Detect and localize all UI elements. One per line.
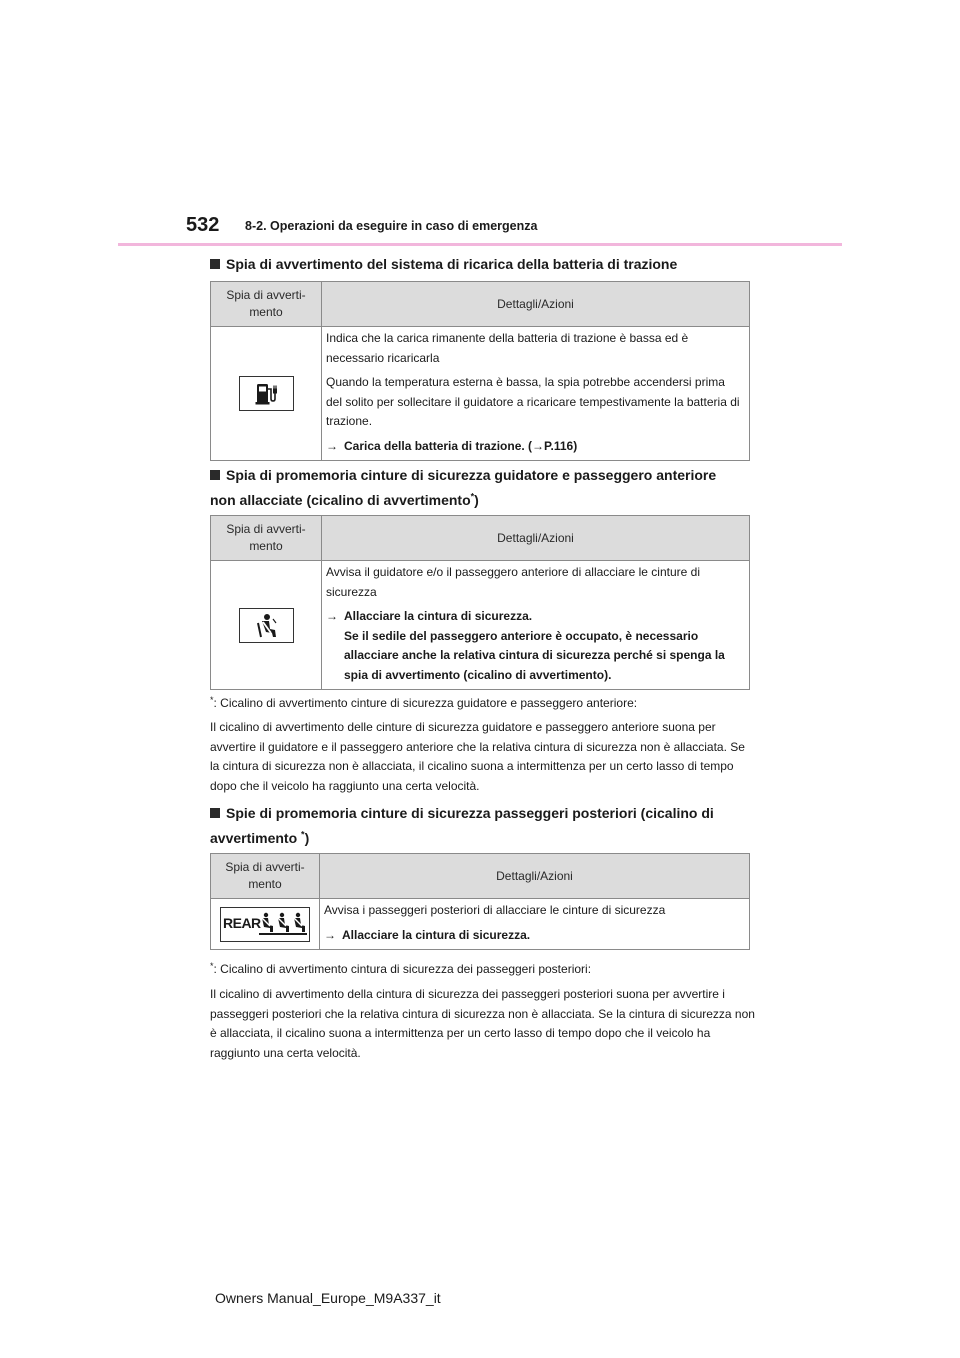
square-bullet-icon <box>210 470 220 480</box>
page-number: 532 <box>186 214 220 236</box>
table-row <box>211 561 750 690</box>
column-header-indicator: Spia di avverti- mento <box>211 516 322 561</box>
fuel-pump-plug-icon <box>239 376 294 411</box>
warning-table-front-seatbelt <box>210 515 750 690</box>
action-text: → Carica della batteria di trazione. (→P.116) <box>326 437 744 457</box>
warning-table-rear-seatbelt <box>210 853 750 950</box>
warning-table-charging <box>210 281 750 461</box>
arrow-right-icon: → <box>326 438 338 453</box>
column-header-details: Dettagli/Azioni <box>320 854 750 899</box>
column-header-indicator: Spia di avverti- mento <box>211 282 322 327</box>
square-bullet-icon <box>210 808 220 818</box>
arrow-right-icon: → <box>324 927 336 942</box>
column-header-details: Dettagli/Azioni <box>322 516 750 561</box>
chapter-heading: 8-2. Operazioni da eseguire in caso di emergenza <box>245 219 538 233</box>
section-title-front-seatbelt: Spia di promemoria cinture di sicurezza guidatore e passeggero anteriore non allacciate (cicalino di avvertimento*) <box>210 467 717 508</box>
arrow-right-icon: → <box>326 609 338 623</box>
action-text: → Allacciare la cintura di sicurezza. Se il sedile del passeggero anteriore è occupato, è necessario allacciare anche la relativa cintura di sicurezza perché si spenga la spia di avvertimento (cicalino di avvertimento). <box>326 609 725 682</box>
details-text: Quando la temperatura esterna è bassa, la spia potrebbe accendersi prima del solito per sollecitare il guidatore a ricaricare tempestivamente la batteria di trazione. <box>326 375 740 428</box>
footnote: *: Cicalino di avvertimento cinture di sicurezza guidatore e passeggero anteriore: <box>210 695 638 710</box>
table-row <box>211 899 750 950</box>
details-text: Avvisa i passeggeri posteriori di allacciare le cinture di sicurezza <box>324 903 666 917</box>
section-title-charging-system: Spia di avvertimento del sistema di ricarica della batteria di trazione <box>210 253 750 275</box>
body-paragraph: Il cicalino di avvertimento delle cinture di sicurezza guidatore e passeggero anteriore suona per avvertire il guidatore e il passeggero anteriore che la relativa cintura di sicurezza non è allacciata. Se la cintura di sicurezza non è allacciata, il cicalino suona a intermittenza per un certo lasso di tempo dopo che il veicolo ha raggiunto una certa velocità. <box>210 720 745 793</box>
table-row <box>211 327 750 461</box>
column-header-indicator: Spia di avverti- mento <box>211 854 320 899</box>
footnote: *: Cicalino di avvertimento cintura di sicurezza dei passeggeri posteriori: <box>210 961 592 976</box>
section-title-rear-seatbelt: Spie di promemoria cinture di sicurezza passeggeri posteriori (cicalino di avvertimento *) <box>210 805 714 846</box>
action-text: → Allacciare la cintura di sicurezza. <box>324 926 744 946</box>
details-text: Indica che la carica rimanente della batteria di trazione è bassa ed è necessario ricaricarla <box>326 331 689 365</box>
header-divider <box>118 243 842 246</box>
details-text: Avvisa il guidatore e/o il passeggero anteriore di allacciare le cinture di sicurezza <box>326 565 700 599</box>
body-paragraph: Il cicalino di avvertimento della cintura di sicurezza dei passeggeri posteriori suona per avvertire i passeggeri posteriori che la relativa cintura di sicurezza non è allacciata. Se la cintura di sicurezza non è allacciata, il cicalino suona a intermittenza per un certo lasso di tempo dopo che il veicolo ha raggiunto una certa velocità. <box>210 987 755 1060</box>
table-header-row <box>211 282 750 327</box>
rear-seatbelt-reminder-icon <box>220 907 310 942</box>
table-header-row <box>211 854 750 899</box>
square-bullet-icon <box>210 259 220 269</box>
seatbelt-reminder-icon <box>239 608 294 643</box>
table-header-row <box>211 516 750 561</box>
rear-label: REAR <box>223 914 261 931</box>
footer-text: Owners Manual_Europe_M9A337_it <box>215 1290 441 1306</box>
column-header-details: Dettagli/Azioni <box>322 282 750 327</box>
